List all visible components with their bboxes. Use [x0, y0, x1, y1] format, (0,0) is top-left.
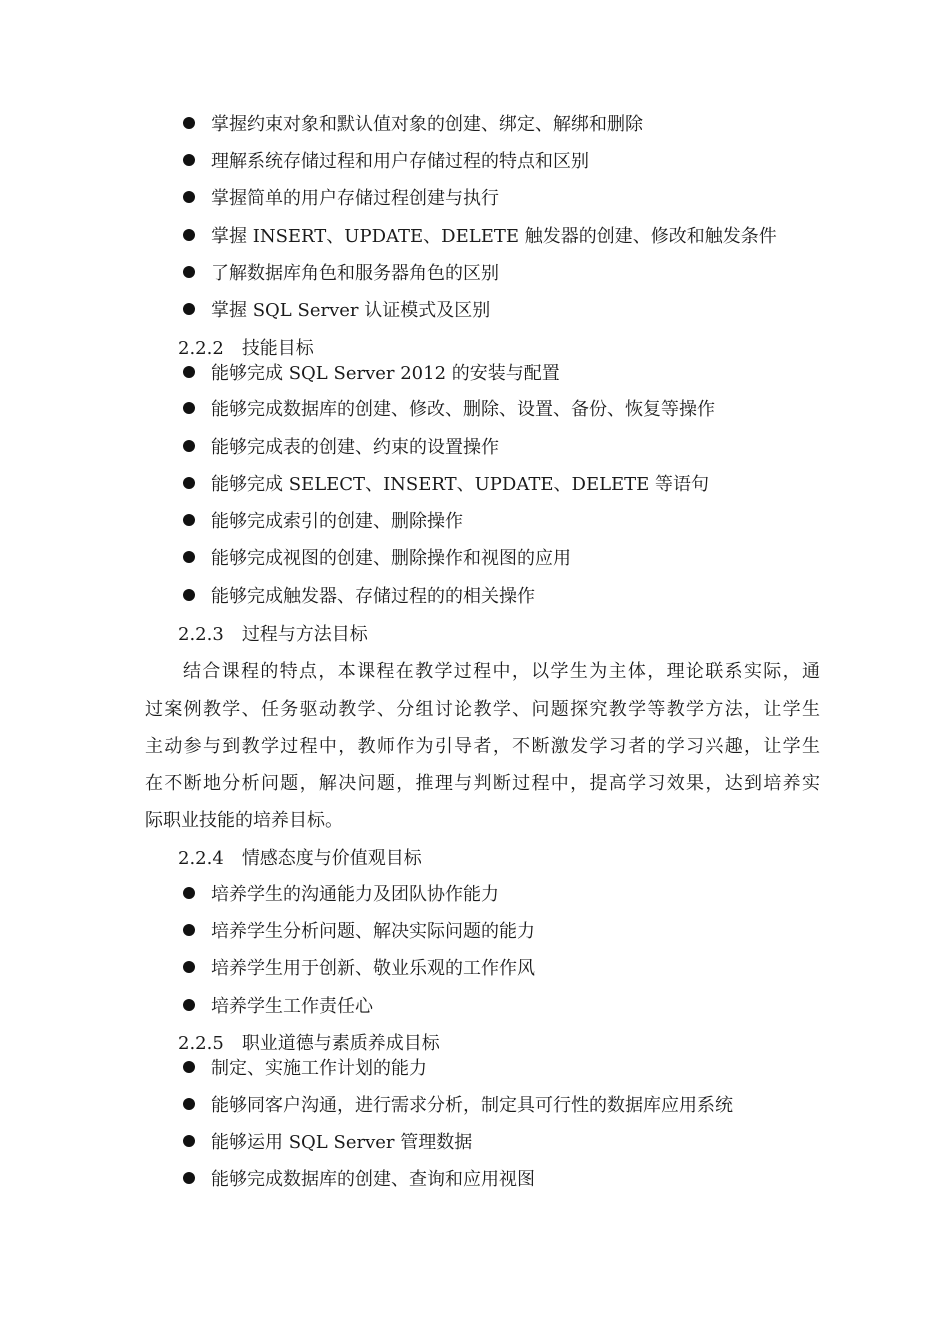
paragraph-line: 过案例教学、任务驱动教学、分组讨论教学、问题探究教学等教学方法，让学生	[145, 699, 820, 720]
bullet-icon	[183, 229, 195, 241]
list-item-text: 能够完成数据库的创建、查询和应用视图	[211, 1169, 535, 1190]
list-item-text: 能够同客户沟通，进行需求分析，制定具可行性的数据库应用系统	[211, 1095, 733, 1116]
list-item-text: 能够完成 SQL Server 2012 的安装与配置	[211, 363, 560, 384]
section-title: 过程与方法目标	[241, 624, 368, 645]
section-heading-2-2-5	[178, 1032, 440, 1056]
bullet-icon	[183, 551, 195, 563]
list-item	[183, 150, 589, 174]
list-item-text: 能够完成视图的创建、删除操作和视图的应用	[211, 548, 571, 569]
section-title: 情感态度与价值观目标	[241, 848, 422, 869]
list-item-text: 培养学生分析问题、解决实际问题的能力	[211, 921, 535, 942]
bullet-icon	[183, 887, 195, 899]
list-item	[183, 1168, 535, 1192]
bullet-icon	[183, 117, 195, 129]
list-item-text: 培养学生用于创新、敬业乐观的工作作风	[211, 958, 535, 979]
bullet-icon	[183, 1098, 195, 1110]
bullet-icon	[183, 999, 195, 1011]
list-item	[183, 1131, 472, 1155]
bullet-icon	[183, 154, 195, 166]
section-heading-2-2-2	[178, 337, 314, 361]
section-heading-2-2-3	[178, 623, 368, 647]
list-item	[183, 299, 490, 323]
list-item-text: 能够完成索引的创建、删除操作	[211, 511, 463, 532]
list-item	[183, 398, 715, 422]
section-heading-2-2-4	[178, 847, 422, 871]
list-item-text: 能够完成 SELECT、INSERT、UPDATE、DELETE 等语句	[211, 474, 710, 495]
bullet-icon	[183, 589, 195, 601]
bullet-icon	[183, 303, 195, 315]
list-item-text: 培养学生的沟通能力及团队协作能力	[211, 884, 499, 905]
list-item	[183, 920, 535, 944]
paragraph-line: 际职业技能的培养目标。	[145, 810, 343, 831]
section-number: 2.2.5	[178, 1033, 224, 1054]
list-item-text: 制定、实施工作计划的能力	[211, 1058, 427, 1079]
list-item-text: 能够完成表的创建、约束的设置操作	[211, 437, 499, 458]
list-item	[183, 957, 535, 981]
bullet-icon	[183, 1061, 195, 1073]
bullet-icon	[183, 440, 195, 452]
bullet-icon	[183, 1172, 195, 1184]
list-item-text: 能够运用 SQL Server 管理数据	[211, 1132, 473, 1153]
section-number: 2.2.2	[178, 338, 224, 359]
list-item-text: 掌握约束对象和默认值对象的创建、绑定、解绑和删除	[211, 114, 643, 135]
bullet-icon	[183, 366, 195, 378]
list-item-text: 理解系统存储过程和用户存储过程的特点和区别	[211, 151, 589, 172]
bullet-icon	[183, 514, 195, 526]
list-item-text: 能够完成触发器、存储过程的的相关操作	[211, 586, 535, 607]
list-item	[183, 585, 535, 609]
list-item	[183, 1094, 733, 1118]
list-item-text: 掌握 SQL Server 认证模式及区别	[211, 300, 491, 321]
list-item-text: 掌握 INSERT、UPDATE、DELETE 触发器的创建、修改和触发条件	[211, 226, 777, 247]
section-number: 2.2.4	[178, 848, 224, 869]
list-item	[183, 113, 643, 137]
list-item	[183, 995, 373, 1019]
bullet-icon	[183, 924, 195, 936]
bullet-icon	[183, 402, 195, 414]
bullet-icon	[183, 1135, 195, 1147]
list-item	[183, 362, 560, 386]
list-item	[183, 436, 499, 460]
bullet-icon	[183, 191, 195, 203]
list-item	[183, 510, 463, 534]
paragraph-line: 结合课程的特点，本课程在教学过程中，以学生为主体，理论联系实际，通	[183, 661, 820, 682]
bullet-icon	[183, 477, 195, 489]
section-title: 技能目标	[241, 338, 314, 359]
bullet-icon	[183, 266, 195, 278]
list-item	[183, 547, 571, 571]
bullet-icon	[183, 961, 195, 973]
list-item	[183, 262, 499, 286]
section-number: 2.2.3	[178, 624, 224, 645]
list-item	[183, 473, 709, 497]
paragraph-line: 在不断地分析问题，解决问题，推理与判断过程中，提高学习效果，达到培养实	[145, 773, 820, 794]
section-title: 职业道德与素质养成目标	[241, 1033, 440, 1054]
list-item-text: 掌握简单的用户存储过程创建与执行	[211, 188, 499, 209]
list-item-text: 能够完成数据库的创建、修改、删除、设置、备份、恢复等操作	[211, 399, 715, 420]
list-item-text: 了解数据库角色和服务器角色的区别	[211, 263, 499, 284]
list-item-text: 培养学生工作责任心	[211, 996, 373, 1017]
list-item	[183, 225, 777, 249]
list-item	[183, 883, 499, 907]
paragraph-line: 主动参与到教学过程中，教师作为引导者，不断激发学习者的学习兴趣，让学生	[145, 736, 820, 757]
list-item	[183, 187, 499, 211]
list-item	[183, 1057, 427, 1081]
